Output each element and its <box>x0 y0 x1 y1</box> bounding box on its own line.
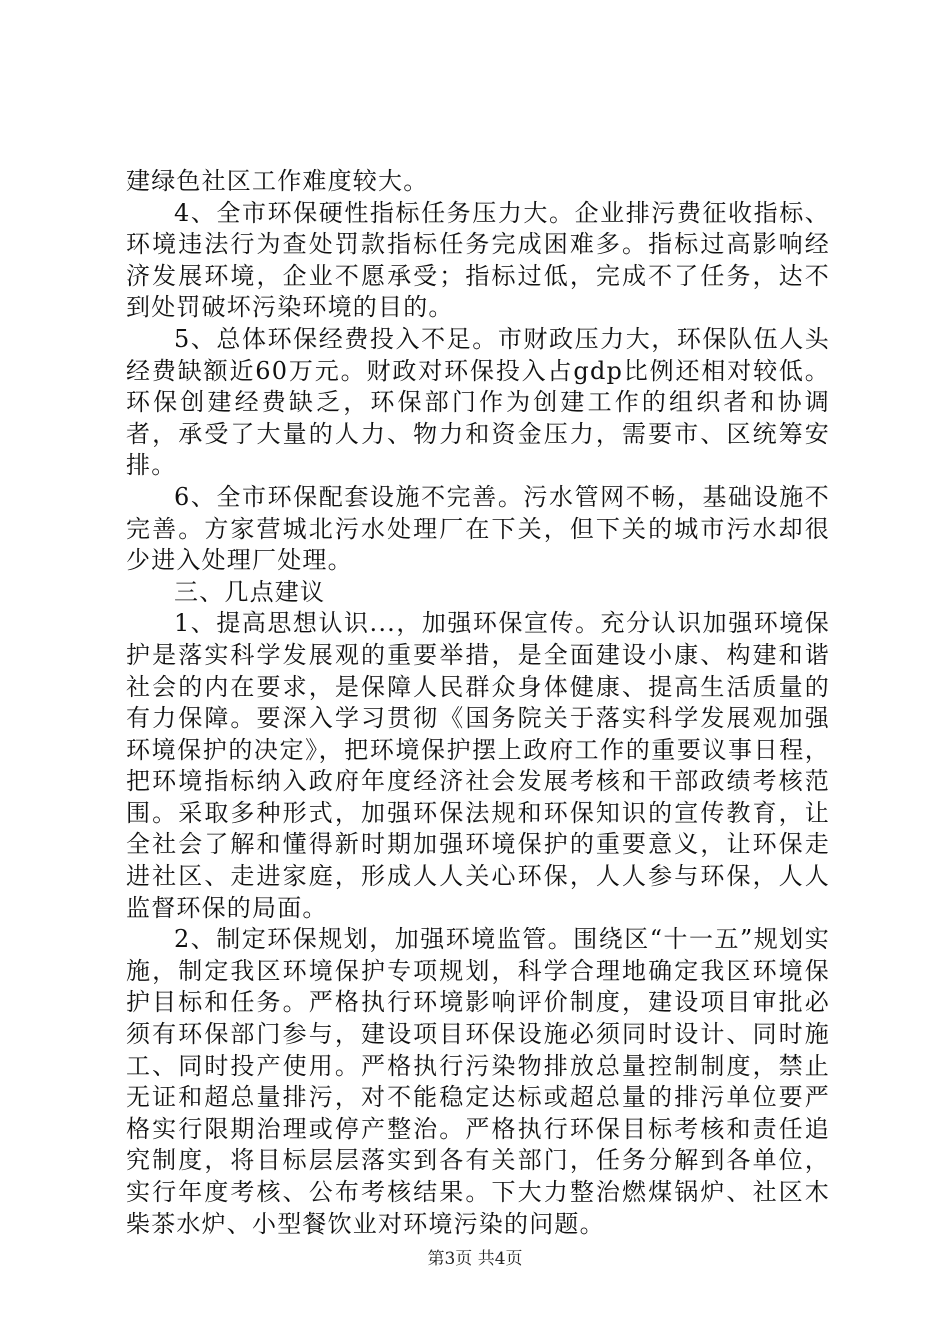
paragraph-suggestion-2: 2、制定环保规划，加强环境监管。围绕区“十一五”规划实施，制定我区环境保护专项规划，科学合理地确定我区环境保护目标和任务。严格执行环境影响评价制度，建设项目审批必须有环保部门参与，建设项目环保设施必须同时设计、同时施工、同时投产使用。严格执行污染物排放总量控制制度，禁止无证和超总量排污，对不能稳定达标或超总量的排污单位要严格实行限期治理或停产整治。严格执行环保目标考核和责任追究制度，将目标层层落实到各有关部门，任务分解到各单位，实行年度考核、公布考核结果。下大力整治燃煤锅炉、社区木柴茶水炉、小型餐饮业对环境污染的问题。 <box>126 925 830 1238</box>
page-footer: 第3页 共4页 <box>427 1249 523 1269</box>
paragraph-continuation: 建绿色社区工作难度较大。 <box>126 167 429 195</box>
section-heading: 三、几点建议 <box>174 577 326 606</box>
paragraph-item-5: 5、总体环保经费投入不足。市财政压力大，环保队伍人头经费缺额近60万元。财政对环保投入占gdp比例还相对较低。环保创建经费缺乏，环保部门作为创建工作的组织者和协调者，承受了大量的人力、物力和资金压力，需要市、区统筹安排。 <box>126 324 830 480</box>
paragraph-item-4: 4、全市环保硬性指标任务压力大。企业排污费征收指标、环境违法行为查处罚款指标任务完成困难多。指标过高影响经济发展环境，企业不愿承受；指标过低，完成不了任务，达不到处罚破坏污染环境的目的。 <box>126 198 830 322</box>
paragraph-item-6: 6、全市环保配套设施不完善。污水管网不畅，基础设施不完善。方家营城北污水处理厂在下关，但下关的城市污水却很少进入处理厂处理。 <box>126 482 830 575</box>
document-body <box>126 166 830 1240</box>
paragraph-suggestion-1: 1、提高思想认识...，加强环保宣传。充分认识加强环境保护是落实科学发展观的重要举措，是全面建设小康、构建和谐社会的内在要求，是保障人民群众身体健康、提高生活质量的有力保障。要深入学习贯彻《国务院关于落实科学发展观加强环境保护的决定》，把环境保护摆上政府工作的重要议事日程，把环境指标纳入政府年度经济社会发展考核和干部政绩考核范围。采取多种形式，加强环保法规和环保知识的宣传教育，让全社会了解和懂得新时期加强环境保护的重要意义，让环保走进社区、走进家庭，形成人人关心环保，人人参与环保，人人监督环保的局面。 <box>126 609 830 922</box>
